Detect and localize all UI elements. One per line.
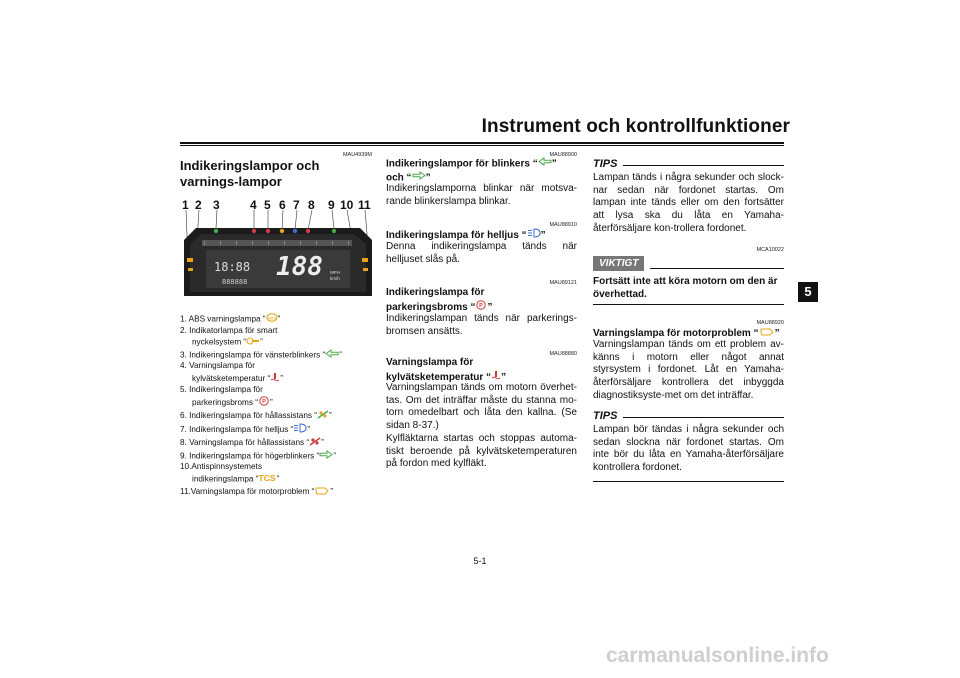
viktigt-rule (650, 268, 784, 269)
callout-7: 7 (293, 198, 300, 212)
tips-bottom-rule (593, 481, 784, 482)
svg-text:TCS: TCS (258, 472, 276, 482)
caption-10: 10.Antispinnsystemets indikeringslampa “ TCS ” (180, 462, 380, 485)
caption-9: 9. Indikeringslampa för högerblinkers “ ” (180, 450, 380, 463)
hill-assist-warning-icon (309, 436, 321, 450)
tips-label: TIPS (593, 158, 618, 170)
s1-text: Indikeringslamporna blinkar när motsva-rande blinkerslampa blinkar. (386, 183, 577, 207)
caption-5: 5. Indikeringslampa för parkeringsbroms “ P ” (180, 385, 380, 409)
left-turn-arrow-icon (325, 349, 339, 362)
section-code: MAU4939M (342, 152, 372, 158)
smart-key-icon (246, 336, 260, 349)
page-number: 5-1 (473, 556, 487, 566)
caption-6: 6. Indikeringslampa för hållassistans “ ” (180, 409, 380, 423)
svg-text:P: P (262, 398, 266, 405)
coolant-temperature-icon (270, 372, 280, 386)
callout-5: 5 (264, 198, 271, 212)
caption-11: 11.Varningslampa för motorproblem “ ” (180, 485, 380, 499)
callout-2: 2 (195, 198, 202, 212)
svg-text:P: P (479, 302, 484, 309)
callout-11: 11 (358, 198, 371, 212)
s4-text: Varningslampan tänds om motorn överhet-tas. Om det inträffar måste du stanna mo-torn omedelbart och låta den kallna. (Se sidan 8-37.) (386, 382, 577, 432)
viktigt-text: Fortsätt inte att köra motorn om den är överhettad. (593, 276, 778, 300)
clock-display: 18:88 (214, 260, 251, 274)
right-turn-arrow-icon (319, 450, 333, 463)
traction-control-icon (258, 473, 276, 486)
watermark: carmanualsonline.info (606, 644, 829, 667)
s4-code: MAU88880 (549, 351, 577, 357)
callout-10: 10 (340, 198, 354, 212)
s1-heading: Indikeringslampor för blinkers “ ” och “ ” (386, 158, 557, 184)
s4-heading: Varningslampa för kylvätsketemperatur “ ” (386, 357, 507, 383)
parking-brake-icon (258, 396, 270, 410)
callout-4: 4 (250, 198, 257, 212)
speed-unit-kmh: km/h (330, 276, 340, 281)
caption-1: 1. ABS varningslampa “ ABS ” (180, 313, 380, 326)
header-rule-thin (180, 145, 784, 146)
speed-unit-mph: MPH (330, 270, 340, 275)
hill-assist-icon (317, 409, 329, 423)
callout-6: 6 (279, 198, 286, 212)
s4-text-2: Kylfläktarna startas och stoppas automa-tiskt beroende på kylvätsketemperaturen på fordon med kylfläkt. (386, 433, 577, 470)
parking-brake-icon (475, 300, 487, 315)
tips-text-2: Lampan bör tändas i några sekunder och sedan slockna när fordonet startas. Om inte bör du låta en Yamaha-återförsäljare kontrollera fordonet. (593, 424, 784, 474)
instrument-cluster-illustration (180, 210, 376, 302)
odometer-display: 888888 (222, 278, 248, 286)
s2-text: Denna indikeringslampa tänds när helljuset slås på. (386, 241, 577, 265)
left-turn-arrow-icon (538, 157, 552, 171)
viktigt-bottom-rule (593, 304, 784, 305)
chapter-tab[interactable]: 5 (798, 282, 818, 302)
s5-heading: Varningslampa för motorproblem “ ” (593, 327, 780, 339)
figure-captions (180, 313, 380, 499)
caption-3: 3. Indikeringslampa för vänsterblinkers “ ” (180, 349, 380, 362)
caption-2: 2. Indikatorlampa för smart nyckelsystem “ ” (180, 326, 380, 349)
tips-rule (623, 165, 784, 166)
caption-8: 8. Varningslampa för hållassistans “ ” (180, 436, 380, 450)
s3-heading: Indikeringslampa för parkeringsbroms “ P ” (386, 287, 493, 313)
notice-code: MCA10022 (756, 247, 784, 253)
engine-trouble-icon (314, 485, 330, 499)
caption-7: 7. Indikeringslampa för helljus “ ” (180, 423, 380, 437)
s3-code: MAU89121 (549, 280, 577, 286)
s1-code: MAU88900 (549, 152, 577, 158)
callout-1: 1 (182, 198, 189, 212)
header-rule (180, 142, 784, 144)
section-heading: Indikeringslampor och varnings-lampor (180, 158, 320, 189)
viktigt-label: VIKTIGT (593, 256, 644, 271)
callout-9: 9 (328, 198, 335, 212)
tips-rule-2 (623, 417, 784, 418)
svg-text:ABS: ABS (267, 315, 276, 321)
s5-text: Varningslampan tänds om ett problem av-känns i motorn eller något annat styrsystem i fordonet. Låt en Yamaha-återförsäljare kontrollera det inbyggda diagnostiksyste-met om det inträffar. (593, 339, 784, 401)
s5-code: MAU88920 (756, 320, 784, 326)
s3-text: Indikeringslampan tänds när parkerings-bromsen ansätts. (386, 313, 577, 337)
s2-code: MAU88910 (549, 222, 577, 228)
abs-icon (266, 313, 278, 326)
caption-4: 4. Varningslampa för kylvätsketemperatur “ ” (180, 361, 380, 385)
callout-3: 3 (213, 198, 220, 212)
tips-label-2: TIPS (593, 410, 618, 422)
page-header-title: Instrument och kontrollfunktioner (481, 116, 790, 137)
speed-display: 188 (276, 252, 323, 282)
callout-8: 8 (308, 198, 315, 212)
high-beam-icon (293, 423, 307, 437)
tips-text: Lampan tänds i några sekunder och slock-nar sedan när fordonet startas. Om lampan inte tänds eller om den fortsätter att lysa ska du låta en Yamaha-återförsäljare kon-trollera fordonet. (593, 172, 784, 234)
s2-heading: Indikeringslampa för helljus “ ” (386, 229, 546, 241)
